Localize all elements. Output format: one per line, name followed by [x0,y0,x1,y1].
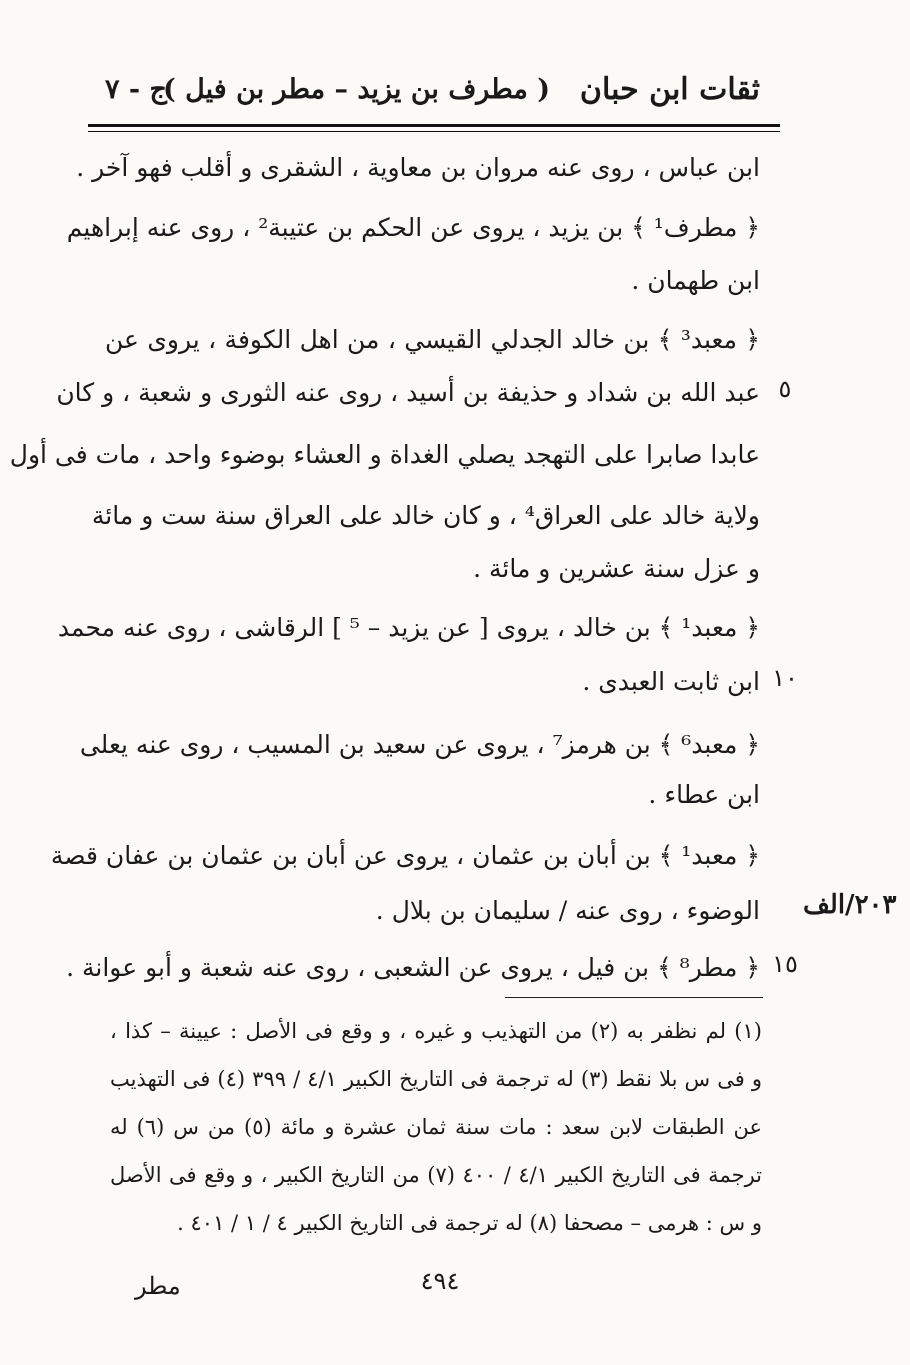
footnote-line: ترجمة فى التاريخ الكبير ٤/١ / ٤٠٠ (٧) من التاريخ الكبير ، و وقع فى الأصل [110,1163,762,1187]
line-number: ١٠ [772,664,798,692]
text-line: و عزل سنة عشرين و مائة . [473,554,760,583]
header-rule-thin [88,131,780,132]
line-number: ٥ [778,375,792,403]
section-title: ( مطرف بن يزيد – مطر بن فيل ) [163,74,550,105]
text-line: ﴿ معبد¹ ﴾ بن أبان بن عثمان ، يروى عن أبان بن عثمان بن عفان قصة [50,841,760,870]
line-number: ١٥ [772,950,798,978]
text-line: ابن ثابت العبدى . [582,667,760,696]
footnote-rule [505,997,763,998]
book-title: ثقات ابن حبان [579,72,760,107]
footnote-line: و س : هرمى – مصحفا (٨) له ترجمة فى التاريخ الكبير ٤ / ١ / ٤٠١ . [177,1211,762,1235]
text-line: ابن طهمان . [631,266,760,295]
text-line: ﴿ معبد¹ ﴾ بن خالد ، يروى [ عن يزيد – ⁵ ] الرقاشى ، روى عنه محمد [57,613,760,642]
text-line: ﴿ مطرف¹ ﴾ بن يزيد ، يروى عن الحكم بن عتيبة² ، روى عنه إبراهيم [66,213,760,242]
page-number: ٤٩٤ [420,1267,460,1295]
text-line: ولاية خالد على العراق⁴ ، و كان خالد على العراق سنة ست و مائة [91,501,760,530]
margin-folio-note: ٢٠٣/الف [803,890,897,920]
catchword: مطر [135,1272,181,1300]
text-line: ابن عباس ، روى عنه مروان بن معاوية ، الشقرى و أقلب فهو آخر . [76,153,760,182]
text-line: ﴿ معبد⁶ ﴾ بن هرمز⁷ ، يروى عن سعيد بن المسيب ، روى عنه يعلى [79,730,760,759]
footnote-line: (١) لم نظفر به (٢) من التهذيب و غيره ، و وقع فى الأصل : عيينة – كذا ، [110,1019,762,1043]
running-header [95,62,760,122]
footnote-line: عن الطبقات لابن سعد : مات سنة ثمان عشرة و مائة (٥) من س (٦) له [110,1115,763,1139]
text-line: ابن عطاء . [648,780,760,809]
footnote-line: و فى س بلا نقط (٣) له ترجمة فى التاريخ الكبير ٤/١ / ٣٩٩ (٤) فى التهذيب [110,1067,762,1091]
text-line: ﴿ مطر⁸ ﴾ بن فيل ، يروى عن الشعبى ، روى عنه شعبة و أبو عوانة . [66,953,760,982]
text-line: عبد الله بن شداد و حذيفة بن أسيد ، روى عنه الثورى و شعبة ، و كان [56,378,760,407]
text-line: ﴿ معبد³ ﴾ بن خالد الجدلي القيسي ، من اهل الكوفة ، يروى عن [105,325,760,354]
header-rule [88,124,780,127]
volume-label: ج - ٧ [105,74,167,105]
text-line: الوضوء ، روى عنه / سليمان بن بلال . [375,896,760,925]
text-line: عابدا صابرا على التهجد يصلي الغداة و العشاء بوضوء واحد ، مات فى أول [9,440,760,469]
